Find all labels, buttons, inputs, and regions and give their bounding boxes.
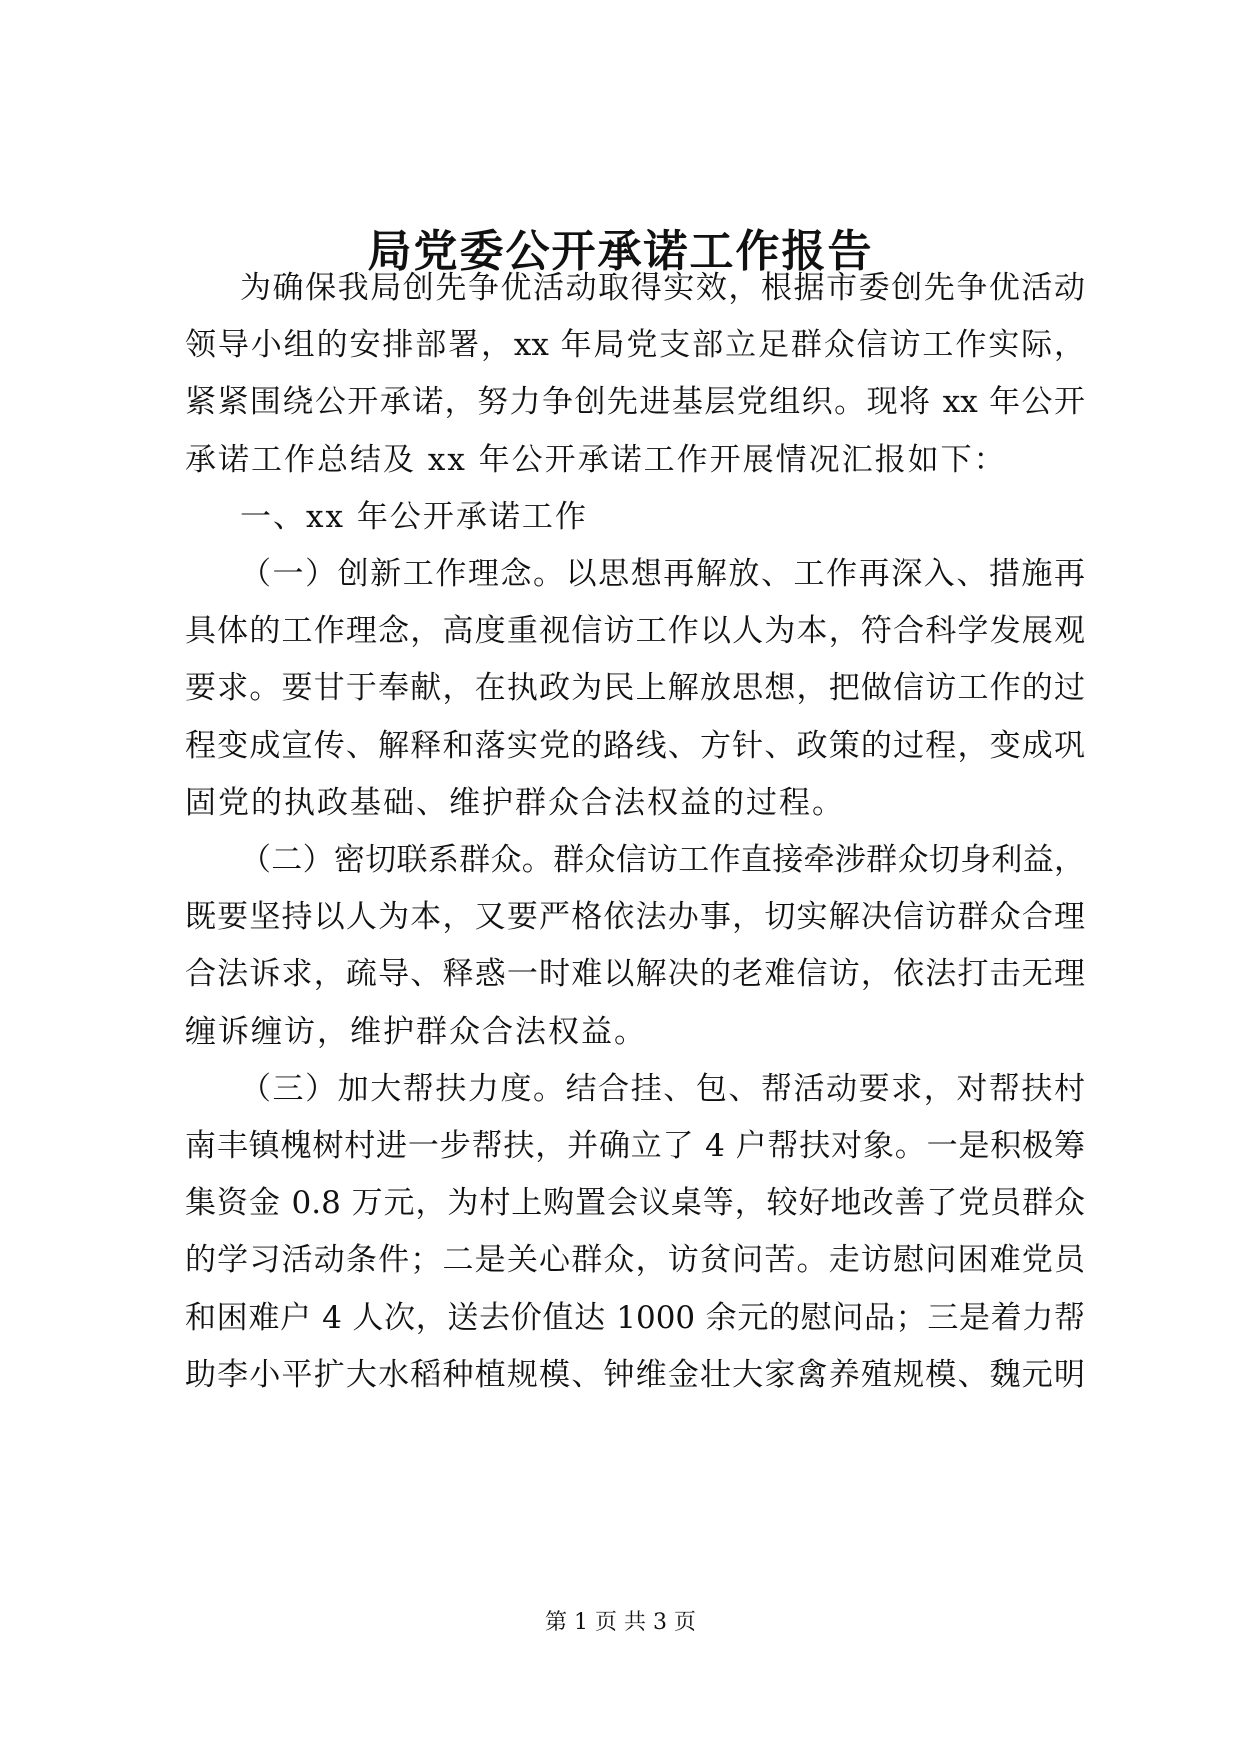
body-line: （一）创新工作理念。以思想再解放、工作再深入、措施再 bbox=[240, 556, 1085, 592]
body-line: 程变成宣传、解释和落实党的路线、方针、政策的过程，变成巩 bbox=[185, 728, 1085, 764]
body-line: 助李小平扩大水稻种植规模、钟维金壮大家禽养殖规模、魏元明 bbox=[185, 1357, 1085, 1393]
body-line: （二）密切联系群众。群众信访工作直接牵涉群众切身利益， bbox=[240, 842, 1085, 878]
body-line: 集资金 0.8 万元，为村上购置会议桌等，较好地改善了党员群众 bbox=[185, 1185, 1085, 1221]
body-line: 既要坚持以人为本，又要严格依法办事，切实解决信访群众合理 bbox=[185, 899, 1085, 935]
body-line: 固党的执政基础、维护群众合法权益的过程。 bbox=[185, 785, 845, 821]
document-title: 局党委公开承诺工作报告 bbox=[367, 226, 874, 277]
body-line: 合法诉求，疏导、释惑一时难以解决的老难信访，依法打击无理 bbox=[185, 956, 1085, 992]
body-line: 缠诉缠访，维护群众合法权益。 bbox=[185, 1014, 647, 1050]
body-line: 具体的工作理念，高度重视信访工作以人为本，符合科学发展观 bbox=[185, 613, 1085, 649]
body-line: （三）加大帮扶力度。结合挂、包、帮活动要求，对帮扶村 bbox=[240, 1071, 1085, 1107]
body-line: 承诺工作总结及 xx 年公开承诺工作开展情况汇报如下： bbox=[185, 442, 1007, 478]
body-line: 领导小组的安排部署，xx 年局党支部立足群众信访工作实际， bbox=[185, 327, 1085, 363]
body-line: 的学习活动条件；二是关心群众，访贫问苦。走访慰问困难党员 bbox=[185, 1242, 1085, 1278]
body-line: 南丰镇槐树村进一步帮扶，并确立了 4 户帮扶对象。一是积极筹 bbox=[185, 1128, 1085, 1164]
body-line: 为确保我局创先争优活动取得实效，根据市委创先争优活动 bbox=[240, 270, 1085, 306]
page-footer: 第 1 页 共 3 页 bbox=[545, 1610, 696, 1635]
section-heading: 一、xx 年公开承诺工作 bbox=[240, 499, 588, 535]
body-line: 和困难户 4 人次，送去价值达 1000 余元的慰问品；三是着力帮 bbox=[185, 1300, 1085, 1336]
body-line: 紧紧围绕公开承诺，努力争创先进基层党组织。现将 xx 年公开 bbox=[185, 384, 1085, 420]
body-line: 要求。要甘于奉献，在执政为民上解放思想，把做信访工作的过 bbox=[185, 670, 1085, 706]
